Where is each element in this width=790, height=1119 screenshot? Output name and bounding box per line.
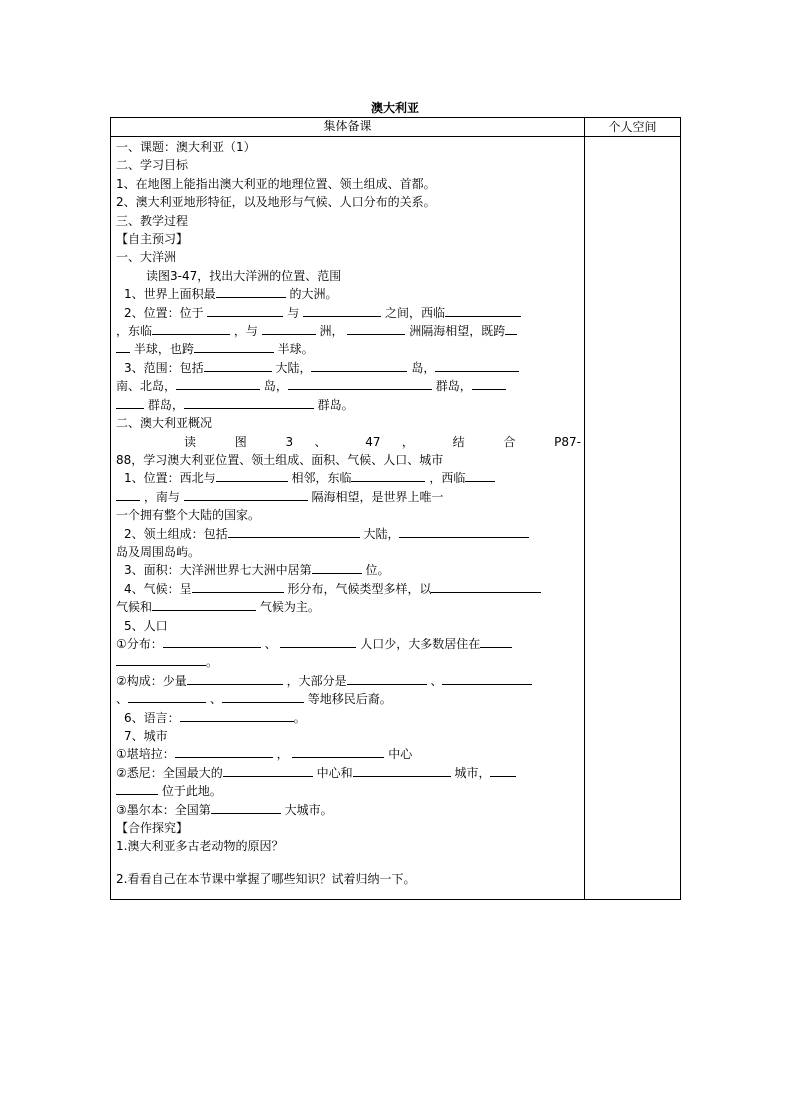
inquiry-question-2: 2.看看自己在本节课中掌握了哪些知识？试着归纳一下。 (116, 871, 416, 886)
document-title: 澳大利亚 (370, 101, 419, 115)
blank[interactable] (480, 635, 512, 648)
question-distribution-cont: 。 (116, 653, 581, 671)
blank[interactable] (472, 377, 506, 390)
blank[interactable] (163, 635, 261, 648)
question-composition: ②构成：少量 ，大部分是 、 (116, 672, 581, 690)
blank[interactable] (152, 322, 230, 335)
question-climate: 4、气候：呈 形分布，气候类型多样，以 (116, 580, 581, 598)
blank[interactable] (207, 304, 283, 317)
question-position: 2、位置：位于 与 之间，西临 (116, 304, 581, 322)
collective-prep-cell (111, 137, 585, 900)
blank[interactable] (288, 377, 432, 390)
blank[interactable] (222, 690, 304, 703)
question-canberra: ①堪培拉： ， 中心 (116, 747, 413, 762)
instruction-read-pages-cont: 88，学习澳大利亚位置、领土组成、面积、气候、人口、城市 (116, 452, 444, 467)
blank[interactable] (211, 801, 281, 814)
blank[interactable] (228, 525, 360, 538)
blank[interactable] (216, 469, 288, 482)
blank[interactable] (116, 488, 140, 501)
blank[interactable] (184, 488, 308, 501)
blank[interactable] (435, 359, 519, 372)
blank[interactable] (465, 469, 495, 482)
blank[interactable] (347, 322, 405, 335)
blank[interactable] (311, 359, 407, 372)
question-sydney: ②悉尼：全国最大的 中心和 城市， (116, 764, 581, 782)
question-climate-cont: 气候和 气候为主。 (116, 600, 320, 615)
blank[interactable] (116, 396, 144, 409)
heading-australia-overview: 二、澳大利亚概况 (116, 416, 213, 431)
question-location-cont: ，南与 隔海相望，是世界上唯一 (116, 488, 581, 506)
question-scope: 3、范围：包括 大陆， 岛， (116, 359, 581, 377)
instruction-read-map: 读图3-47，找出大洋洲的位置、范围 (146, 268, 342, 283)
question-language: 6、语言： 。 (124, 710, 306, 725)
section-process: 三、教学过程 (116, 213, 189, 228)
objective-2: 2、澳大利亚地形特征，以及地形与气候、人口分布的关系。 (116, 195, 436, 210)
blank[interactable] (194, 340, 274, 353)
objective-1: 1、在地图上能指出澳大利亚的地理位置、领土组成、首都。 (116, 176, 436, 191)
question-territory-cont: 岛及周围岛屿。 (116, 544, 201, 559)
heading-cooperative-inquiry: 【合作探究】 (116, 821, 189, 836)
question-location: 1、位置：西北与 相邻，东临 ，西临 (116, 469, 581, 487)
blank[interactable] (192, 580, 284, 593)
question-sydney-cont: 位于此地。 (116, 782, 581, 800)
blank[interactable] (262, 322, 316, 335)
heading-oceania: 一、大洋洲 (116, 250, 177, 265)
lesson-topic: 一、课题：澳大利亚（1） (116, 140, 256, 154)
blank[interactable] (399, 525, 529, 538)
question-distribution: ①分布： 、 人口少，大多数居住在 (116, 635, 581, 653)
blank[interactable] (442, 672, 532, 685)
question-territory: 2、领土组成：包括 大陆， (116, 525, 581, 543)
question-largest-continent: 1、世界上面积最 的大洲。 (124, 287, 338, 302)
blank[interactable] (353, 764, 451, 777)
blank[interactable] (116, 653, 206, 666)
blank[interactable] (152, 598, 256, 611)
inquiry-question-1: 1.澳大利亚多古老动物的原因？ (116, 839, 284, 854)
blank[interactable] (187, 672, 283, 685)
blank[interactable] (347, 672, 427, 685)
question-scope-cont-2: 群岛， 群岛。 (116, 396, 581, 414)
question-melbourne: ③墨尔本：全国第 大城市。 (116, 802, 333, 817)
blank[interactable] (303, 304, 381, 317)
blank[interactable] (180, 709, 294, 722)
blank[interactable] (312, 561, 362, 574)
blank[interactable] (223, 764, 313, 777)
question-area: 3、面积：大洋洲世界七大洲中居第 位。 (124, 563, 390, 578)
blank[interactable] (445, 304, 521, 317)
blank[interactable] (351, 469, 425, 482)
blank[interactable] (292, 745, 384, 758)
blank[interactable] (490, 764, 516, 777)
blank[interactable] (431, 580, 541, 593)
heading-cities: 7、城市 (124, 729, 168, 743)
heading-population: 5、人口 (124, 618, 168, 633)
question-location-cont-2: 一个拥有整个大陆的国家。 (116, 508, 261, 523)
heading-self-preview: 【自主预习】 (116, 232, 189, 247)
blank[interactable] (176, 377, 260, 390)
question-position-cont: ，东临 ，与 洲， 洲隔海相望，既跨 (116, 322, 581, 340)
question-scope-cont: 南、北岛， 岛， 群岛， (116, 377, 581, 395)
personal-space-cell[interactable] (585, 137, 681, 900)
blank[interactable] (505, 322, 517, 335)
header-personal-space: 个人空间 (585, 118, 681, 137)
blank[interactable] (175, 745, 273, 758)
blank[interactable] (280, 635, 356, 648)
blank[interactable] (116, 782, 158, 795)
blank[interactable] (216, 285, 286, 298)
lesson-plan-table (110, 117, 681, 900)
question-composition-cont: 、 、 等地移民后裔。 (116, 692, 392, 707)
blank[interactable] (204, 359, 272, 372)
question-hemisphere: 半球，也跨 半球。 (116, 340, 581, 358)
instruction-read-pages: 读 图 3 、 47 ， 结 合 P87- (184, 434, 581, 449)
blank[interactable] (116, 340, 130, 353)
blank[interactable] (184, 396, 314, 409)
header-collective-prep: 集体备课 (111, 118, 585, 137)
section-objectives: 二、学习目标 (116, 158, 189, 173)
blank[interactable] (128, 690, 206, 703)
